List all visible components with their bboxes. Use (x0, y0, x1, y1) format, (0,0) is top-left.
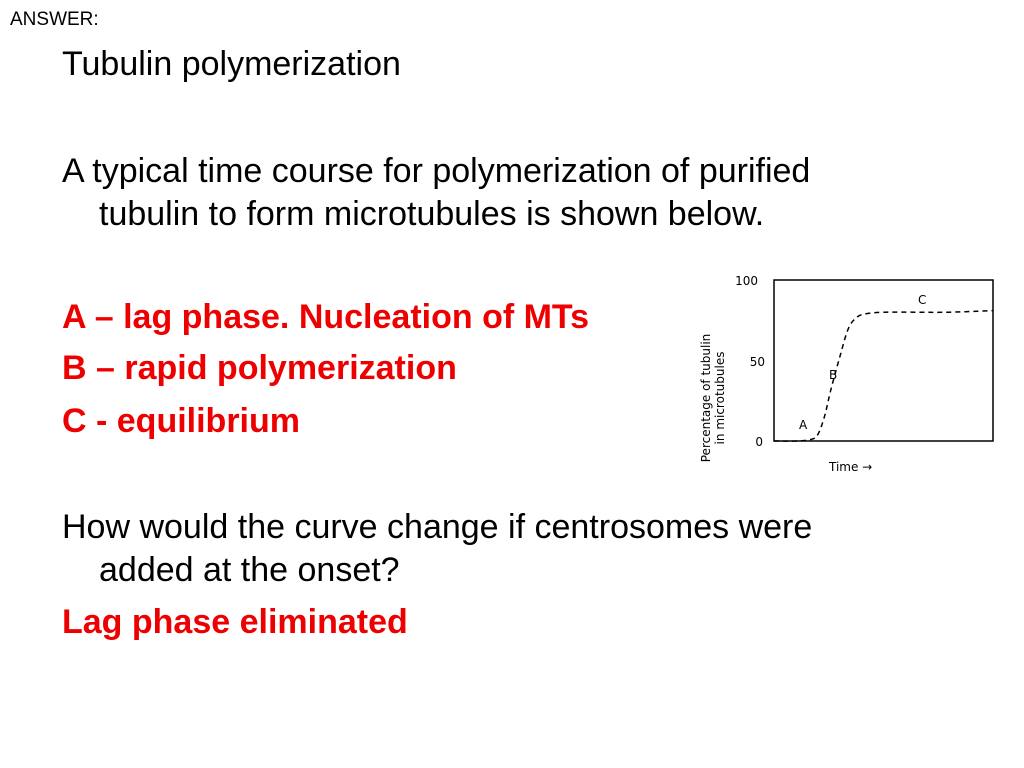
question-line-2: added at the onset? (99, 551, 400, 589)
region-label-c: C (918, 293, 927, 307)
x-axis-label: Time → (829, 460, 873, 474)
region-label-a: A (799, 418, 808, 432)
slide-title: Tubulin polymerization (62, 45, 401, 83)
chart-svg (688, 268, 1008, 480)
plot-frame (774, 280, 993, 441)
intro-line-1: A typical time course for polymerization of purified (62, 152, 811, 190)
region-label-b: B (829, 368, 838, 382)
answer-label: ANSWER: (10, 9, 99, 30)
question-line-1: How would the curve change if centrosomes were (62, 508, 813, 546)
y-axis-label-line-1: Percentage of tubulin (699, 333, 713, 463)
intro-paragraph (62, 150, 962, 236)
polymerization-chart (688, 268, 1008, 480)
y-tick-50: 50 (749, 355, 765, 369)
y-tick-100: 100 (735, 274, 758, 288)
y-axis-label-line-2: in microtubules (713, 351, 727, 445)
phase-c-text: C - equilibrium (62, 402, 300, 440)
answer-text: Lag phase eliminated (62, 603, 408, 641)
intro-line-2: tubulin to form microtubules is shown below. (99, 195, 765, 233)
question-paragraph (62, 506, 962, 592)
phase-b-text: B – rapid polymerization (62, 349, 457, 387)
y-tick-0: 0 (755, 435, 763, 449)
phase-a-text: A – lag phase. Nucleation of MTs (62, 298, 590, 336)
